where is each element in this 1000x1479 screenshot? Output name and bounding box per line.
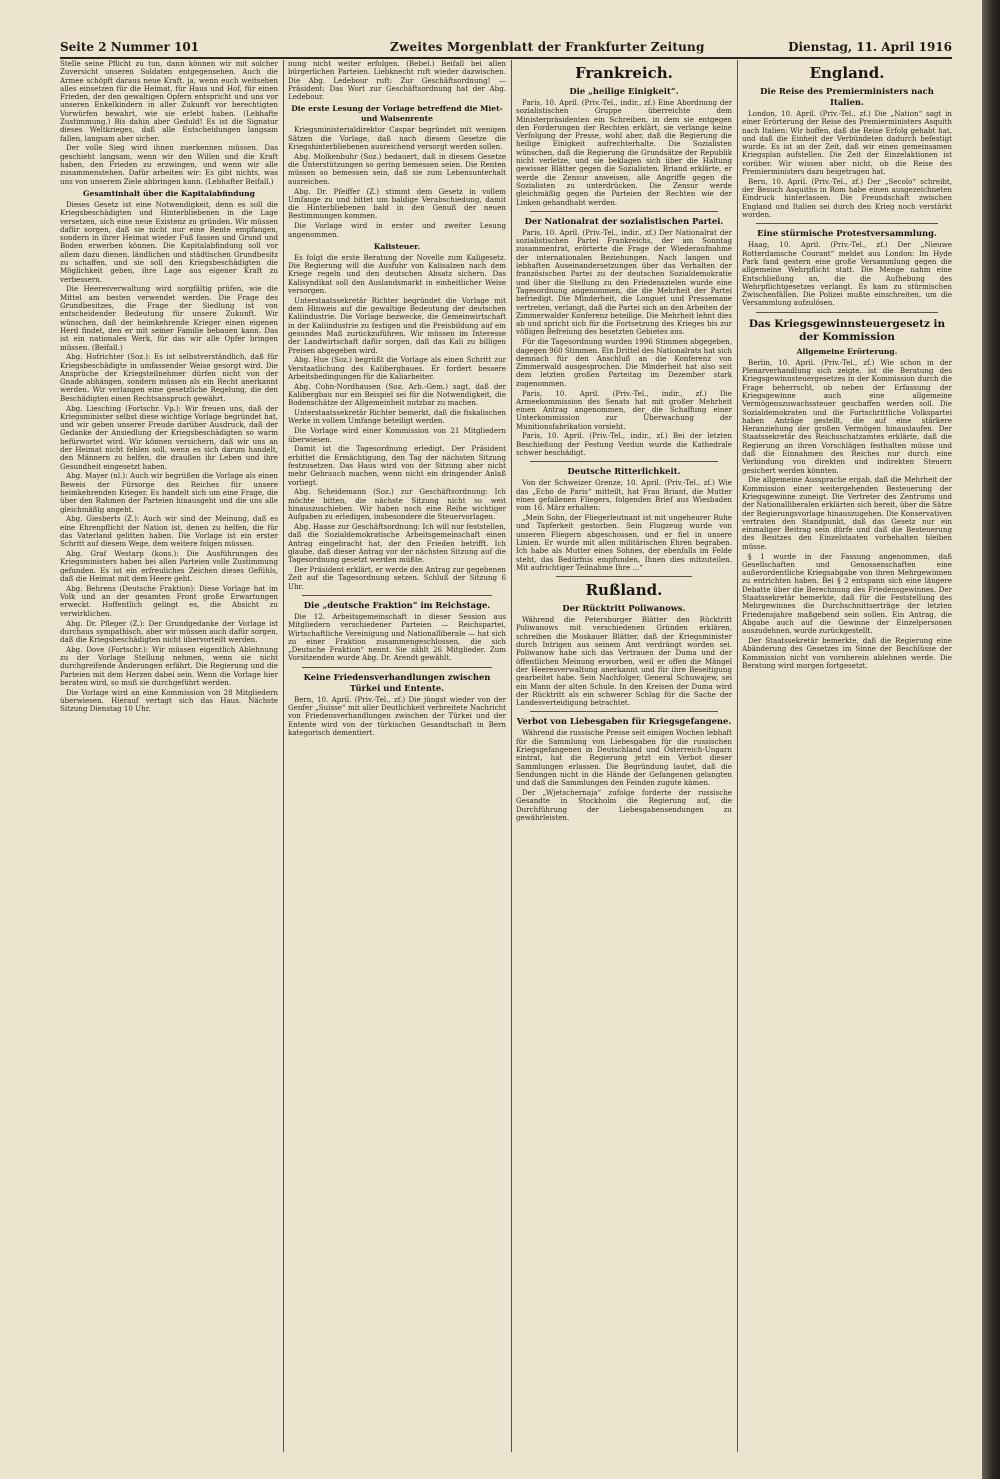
article-separator xyxy=(530,211,718,212)
article-text: Es folgt die erste Beratung der Novelle zum Kaligesetz. Die Regierung will die Ausfuhr von Kalisalzen nach dem Kriege regeln und den deutschen Absatz sichern. Das Kalisyndikat soll den Auslandsmarkt in einheitlicher Weise versorgen. xyxy=(288,252,506,296)
article-text: Für die Tagesordnung wurden 1996 Stimmen abgegeben, dagegen 960 Stimmen. Ein Drittel des Nationalrats hat sich demnach für den Anschluß an die Konferenz von Zimmerwald ausgesprochen. Die Minderheit hat also seit dem letzten großen Parteitag im Dezember stark zugenommen. xyxy=(516,337,732,388)
article-text: Paris, 10. April. (Priv.-Tel., indir., zf.) Eine Abordnung der sozialistischen Gruppe überreichte dem Ministerpräsidenten ein Schreiben, in dem sie entgegen den Forderungen der Rechten erklärt, sie verlange keine Verfolgung der Presse, wohl aber, daß die Regierung die heilige Einigkeit aufrechterhalte. Die Sozialisten wünschen, daß die Regierung die Grundsätze der Republik nicht verletze, und sie beklagen sich über die Haltung gewisser Blätter gegen die Sozialisten. Briand erklärte, er werde die Zensur anweisen, alle Angriffe gegen die Sozialisten zu unterdrücken. Die Zensur werde gleichmäßig gegen die Parteien der Rechten wie der Linken gehandhabt werden. xyxy=(516,98,732,207)
article-headline: Die „deutsche Fraktion“ im Reichstage. xyxy=(303,599,491,610)
article-text: Bern, 10. April. (Priv.-Tel., zf.) Der „Secolo“ schreibt, der Besuch Asquiths in Rom habe einen ausgezeichneten Eindruck hinterlassen. Die Freundschaft zwischen England und Italien sei durch den Krieg noch verstärkt worden. xyxy=(742,176,952,220)
article-headline: Verbot von Liebesgaben für Kriegsgefangene. xyxy=(516,716,732,727)
article-text: Paris, 10. April. (Priv.-Tel., indir., zf.) Die Armeekommission des Senats hat mit großer Mehrheit einen Antrag angenommen, der die Schaffung einer Unterkommission zur Überwachung der Munitionsfabrikation vorsieht. xyxy=(516,388,732,431)
article-text: Abg. Liesching (Fortschr. Vp.): Wir freuen uns, daß der Kriegsminister selbst diese wichtige Vorlage begründet hat, und wir geben unserer Freude darüber Ausdruck, daß der Gedanke der Ansiedlung der Kriegsbeschädigten so warm befürwortet wird. Wir können versichern, daß wir uns an der Heimat nicht fehlen soll, wenn es sich darum handelt, den Männern zu helfen, die draußen ihr Leben und ihre Gesundheit eingesetzt haben. xyxy=(60,403,278,471)
article-text: Abg. Graf Westarp (kons.): Die Ausführungen des Kriegsministers haben bei allen Parteien volle Zustimmung gefunden. Es ist ein erfreuliches Zeichen dieses Gefühls, daß die Heimat mit dem Heere geht. xyxy=(60,549,278,584)
article-text: Die Vorlage wird in erster und zweiter Lesung angenommen. xyxy=(288,221,506,239)
article-text: nung nicht weiter erfolgen. (Bebel.) Beifall bei allen bürgerlichen Parteien. Liebknecht ruft wieder dazwischen. Die Abg. Ledebour ruft: Zur Geschäftsordnung! — Präsident: Das Wort zur Geschäftsordnung hat der Abg. Ledebour. xyxy=(288,60,506,102)
article-text: Haag, 10. April. (Priv.-Tel., zf.) Der „Nieuwe Rotterdamsche Courant“ meldet aus London: Im Hyde Park fand gestern eine große Versammlung gegen die allgemeine Wehrpflicht statt. Die Menge nahm eine Entschließung an, die die Aufhebung des Wehrpflichtgesetzes verlangt. Es kam zu stürmischen Zwischenfällen. Die Polizei mußte einschreiten, um die Versammlung aufzulösen. xyxy=(742,240,952,308)
article-text: Die Heeresverwaltung wird sorgfältig prüfen, wie die Mittel am besten verwendet werden. Die Frage des Grundbesitzes, die Frage der Siedlung ist von entscheidender Bedeutung für unsere Zukunft. Wir wünschen, daß der heimkehrende Krieger einen eigenen Herd findet, den er mit seiner Familie bebauen kann. Das ist ein nationales Werk, für das wir alle Opfer bringen müssen. (Beifall.) xyxy=(60,284,278,352)
issue-date: Dienstag, 11. April 1916 xyxy=(788,40,952,54)
article-separator xyxy=(530,461,718,462)
article-subheadline: Allgemeine Erörterung. xyxy=(796,346,898,356)
column-divider xyxy=(737,60,738,1452)
article-text: Abg. Scheidemann (Soz.) zur Geschäftsordnung: Ich möchte bitten, die nächste Sitzung nicht so weit hinauszuschieben. Wir haben noch eine Reihe wichtiger Aufgaben zu erledigen, insbesondere die Steuervorlagen. xyxy=(288,487,506,522)
article-text: Kriegsministerialdirektor Caspar begründet mit wenigen Sätzen die Vorlage, daß nach diesem Gesetze die Kriegshinterbliebenen ausreichend versorgt werden sollen. xyxy=(288,125,506,152)
article-headline: Das Kriegsgewinnsteuergesetz in der Kommission xyxy=(748,317,946,343)
article-separator xyxy=(302,667,492,668)
article-text: Abg. Haase zur Geschäftsordnung: Ich will nur feststellen, daß die Sozialdemokratische Arbeitsgemeinschaft einen Antrag eingebracht hat, der den Frieden betrifft. Ich glaube, daß dieser Antrag vor der nächsten Sitzung auf die Tagesordnung gesetzt werden müßte. xyxy=(288,522,506,565)
article-text: Abg. Molkenbuhr (Soz.) bedauert, daß in diesem Gesetze die Unterstützungen so gering bemessen seien. Die Renten müssen so bemessen sein, daß sie zum Lebensunterhalt ausreichen. xyxy=(288,151,506,186)
article-text: Der Staatssekretär bemerkte, daß die Regierung eine Abänderung des Gesetzes im Sinne der Beschlüsse der Kommission nicht von vornherein ablehnen werde. Die Beratung wird morgen fortgesetzt. xyxy=(742,636,952,670)
article-separator xyxy=(302,595,492,596)
article-text: Der volle Sieg wird ihnen zuerkennen müssen. Das geschieht langsam, wenn wir den Willen und die Kraft haben, den Frieden zu erzwingen, und wenn wir alle zusammenstehen. Dafür arbeiten wir: Es gibt nichts, was uns von unserem Ziele abbringen kann. (Lebhafter Beifall.) xyxy=(60,143,278,186)
article-text: Abg. Giesberts (Z.): Auch wir sind der Meinung, daß es eine Ehrenpflicht der Nation ist, denen zu helfen, die für das Vaterland gelitten haben. Die Vorlage ist ein erster Schritt auf diesem Wege, dem weitere folgen müssen. xyxy=(60,514,278,549)
article-headline: Deutsche Ritterlichkeit. xyxy=(567,466,681,477)
article-text: Die allgemeine Aussprache ergab, daß die Mehrheit der Kommission einer weitergehenden Besteuerung der Kriegsgewinne zuneigt. Die Vertreter des Zentrums und der Nationalliberalen erklärten sich bereit, über die Sätze der Regierungsvorlage hinauszugehen. Die Konservativen vertraten den Standpunkt, daß das Gesetz nur ein einmaliger Beitrag sein dürfe und daß die Besteuerung des Besitzes den Einzelstaaten vorbehalten bleiben müsse. xyxy=(742,475,952,551)
section-heading: Kalisteuer. xyxy=(373,241,421,251)
article-text: Unterstaatssekretär Richter begründet die Vorlage mit dem Hinweis auf die gewaltige Bedeutung der deutschen Kaliindustrie. Die Vorlage bezwecke, die Gemeinwirtschaft in der Kaliindustrie zu festigen und die Preisbildung auf ein gesundes Maß zurückzuführen. Wir müssen im Interesse der Landwirtschaft dafür sorgen, daß das Kali zu billigen Preisen abgegeben wird. xyxy=(288,295,506,355)
article-text: Abg. Mayer (nl.): Auch wir begrüßen die Vorlage als einen Beweis der Fürsorge des Reiches für unsere heimkehrenden Krieger. Es handelt sich um eine Frage, die über den Rahmen der Parteien hinausgeht und die uns alle gleichmäßig angeht. xyxy=(60,471,278,514)
article-text: Von der Schweizer Grenze, 10. April. (Priv.-Tel., zf.) Wie das „Echo de Paris“ mitteilt, hat Frau Briant, die Mutter eines gefallenen Fliegers, folgenden Brief aus Wiesbaden vom 16. März erhalten: xyxy=(516,478,732,513)
article-text: Paris, 10. April. (Priv.-Tel., indir., zf.) Bei der letzten Beschießung der Festung Verdun wurde die Kathedrale schwer beschädigt. xyxy=(516,431,732,458)
article-text: Die Vorlage wird einer Kommission von 21 Mitgliedern überwiesen. xyxy=(288,426,506,444)
column-divider xyxy=(511,60,512,1452)
article-text: „Mein Sohn, der Fliegerleutnant ist mit ungeheurer Ruhe und Tapferkeit gestorben. Sein Flugzeug wurde von unseren Fliegern abgeschossen, und er fiel in unsere Linien. Er wurde mit allen militärischen Ehren begraben. Ich habe als Mutter eines Sohnes, der ebenfalls im Felde steht, das Bedürfnis empfunden, Ihnen dies mitzuteilen. Mit aufrichtiger Teilnahme Ihre ...“ xyxy=(516,513,732,572)
section-title-england: England. xyxy=(809,64,885,82)
page-number: Seite 2 Nummer 101 xyxy=(60,40,200,54)
article-text: Der „Wjetschernaja“ zufolge forderte der russische Gesandte in Stockholm die Regierung auf, die Durchführung der Liebesgabensendungen zu gewährleisten. xyxy=(516,787,732,822)
page-header xyxy=(60,40,952,58)
column-3 xyxy=(516,60,732,1450)
article-headline: Der Nationalrat der sozialistischen Partei. xyxy=(524,215,724,226)
article-headline: Die Reise des Premierministers nach Italien. xyxy=(760,86,934,107)
article-text: Paris, 10. April. (Priv.-Tel., indir., zf.) Der Nationalrat der sozialistischen Partei Frankreichs, der am Sonntag zusammentrat, erörterte die Frage der Wiederaufnahme der internationalen Beziehungen. Nach langen und lebhaften Auseinandersetzungen über das Verhalten der französischen Partei zu der deutschen Sozialdemokratie und über die Stellung zu den Friedenszielen wurde eine Tagesordnung angenommen, die die Mehrheit der Partei befriedigt. Die Minderheit, die Longuet und Pressemane vertreten, verlangt, daß die Partei sich an den Arbeiten der Zimmerwalder Konferenz beteilige. Die Mehrheit lehnt dies ab und spricht sich für die Fortsetzung des Krieges bis zur völligen Befreiung des besetzten Gebietes aus. xyxy=(516,227,732,337)
column-divider xyxy=(283,60,284,1452)
article-text: Die Vorlage wird an eine Kommission von 28 Mitgliedern überwiesen. Hierauf vertagt sich das Haus. Nächste Sitzung Dienstag 10 Uhr. xyxy=(60,687,278,714)
article-text: Stelle seine Pflicht zu tun, dann können wir mit solcher Zuversicht unseren Soldaten entgegensehen. Auch die Armee schöpft daraus neue Kraft. ja, wenn euch weitsehen alles einsetzen für die Heimat, für Haus und Hof, für einen Frieden, der den gewaltigen Opfern entspricht und uns vor unseren Enkelkindern in aller Zukunft vor berechtigten Vorwürfen bewahrt, wie sie erlebt haben. (Lebhafte Zustimmung.) Bis dahin aber Geduld! Es ist die Signatur dieses Weltkrieges, daß alle Entscheidungen langsam fallen, langsam aber sicher. xyxy=(60,60,278,143)
article-text: Abg. Hofrichter (Soz.): Es ist selbstverständlich, daß für Kriegsbeschädigte in umfassender Weise gesorgt wird. Die Ansprüche der Kriegsteilnehmer dürfen nicht von der Gnade abhängen, sondern müssen als ein Recht anerkannt werden. Wir verlangen eine gesetzliche Regelung, die den Beschädigten einen Rechtsanspruch gewährt. xyxy=(60,352,278,403)
article-text: Berlin, 10. April. (Priv.-Tel., zf.) Wie schon in der Plenarverhandlung sich zeigte, ist die Beratung des Kriegsgewinnsteuergesetzes in der Kommission durch die Frage beherrscht, ob neben der Erfassung der Kriegsgewinne auch eine allgemeine Vermögenszuwachssteuer geschaffen werden soll. Die Sozialdemokraten und die Fortschrittliche Volkspartei haben Anträge gestellt, die auf eine stärkere Heranziehung der großen Vermögen hinauslaufen. Der Staatssekretär des Reichsschatzamtes erklärte, daß die Regierung an ihren Vorschlägen festhalten müsse und daß die Einnahmen des Reiches nur durch eine Verbindung von direkten und indirekten Steuern gesichert werden könnten. xyxy=(742,357,952,475)
article-text: Die 12. Arbeitsgemeinschaft in dieser Session aus Mitgliedern verschiedener Parteien — Reichspartei, Wirtschaftliche Vereinigung und Nationalliberale — hat sich zu einer Fraktion zusammengeschlossen, die sich „Deutsche Fraktion“ nennt. Sie zählt 26 Mitglieder. Zum Vorsitzenden wurde Abg. Dr. Arendt gewählt. xyxy=(288,611,506,663)
article-text: Dieses Gesetz ist eine Notwendigkeit, denn es soll die Kriegsbeschädigten und Hinterbliebenen in die Lage versetzen, sich eine neue Existenz zu gründen. Wir müssen dafür sorgen, daß sie nicht nur eine Rente empfangen, sondern in ihrer Heimat wieder Fuß fassen und Grund und Boden erwerben können. Die Kapitalabfindung soll vor allem dazu dienen, ländlichen und städtischen Grundbesitz zu schaffen, und sie soll den Kriegsbeschädigten die Möglichkeit geben, ihre Lage aus eigener Kraft zu verbessern. xyxy=(60,199,278,284)
article-headline: Die „heilige Einigkeit“. xyxy=(569,86,679,96)
column-4 xyxy=(742,60,952,1450)
page-binding-edge xyxy=(982,0,1000,1479)
article-text: Abg. Behrens (Deutsche Fraktion): Diese Vorlage hat im Volk und an der gesamten Front große Erwartungen erweckt. Hoffentlich gelingt es, die Absicht zu verwirklichen. xyxy=(60,583,278,618)
section-title-russia: Rußland. xyxy=(585,581,663,600)
article-text: Abg. Dove (Fortschr.): Wir müssen eigentlich Ablehnung zu der Vorlage Stellung nehmen, wenn sie nicht durchgreifende Änderungen erfährt. Die Regierung und die Parteien mit dem Herzen dabei sein. Wenn die Vorlage hier beraten wird, so muß sie durchgeführt werden. xyxy=(60,644,278,688)
article-text: Während die Petersburger Blätter den Rücktritt Poliwanows mit verschiedenen Gründen erklären, schreiben die Moskauer Blätter, daß der Kriegsminister durch Intrigen aus seinem Amt verdrängt worden sei. Poliwanow habe sich das Vertrauen der Duma und der öffentlichen Meinung erworben, weil er offen die Mängel der Heeresverwaltung anerkannt und für ihre Beseitigung gearbeitet habe. Sein Nachfolger, General Schuwajew, sei ein Mann der alten Schule. In den Kreisen der Duma wird der Rücktritt als ein schwerer Schlag für die Sache der Landesverteidigung betrachtet. xyxy=(516,615,732,708)
article-headline: Der Rücktritt Poliwanows. xyxy=(562,603,686,614)
article-text: Abg. Dr. Pfleger (Z.): Der Grundgedanke der Vorlage ist durchaus sympathisch, aber wir müssen auch dafür sorgen, daß die Kriegsbeschädigten nicht übervorteilt werden. xyxy=(60,618,278,645)
article-text: Der Präsident erklärt, er werde den Antrag zur gegebenen Zeit auf die Tagesordnung setzen. Schluß der Sitzung 6 Uhr. xyxy=(288,565,506,591)
article-headline: Keine Friedensverhandlungen zwischen Türkei und Entente. xyxy=(303,671,491,693)
article-separator xyxy=(756,223,938,224)
column-1 xyxy=(60,60,278,1450)
article-text: Abg. Cohn-Nordhausen (Soz. Arb.-Gem.) sagt, daß der Kalibergbau nur ein Beispiel sei für die Notwendigkeit, die Bodenschätze der Allgemeinheit nutzbar zu machen. xyxy=(288,381,506,408)
section-heading: Die erste Lesung der Vorlage betreffend die Miet- und Waisenrente xyxy=(291,104,503,124)
section-title-france: Frankreich. xyxy=(575,64,673,82)
article-separator xyxy=(530,711,718,712)
article-text: § 1 wurde in der Fassung angenommen, daß Gesellschaften und Genossenschaften eine außerordentliche Kriegsabgabe von ihren Mehrgewinnen zu entrichten haben. Bei § 2 entspann sich eine längere Debatte über die Berechnung des Friedensgewinnes. Der Staatssekretär bemerkte, daß für die Feststellung des Mehrgewinnes die Durchschnittserträge der letzten Friedensjahre maßgebend sein sollen. Ein Antrag, die Abgabe auch auf die Gewinne der Einzelpersonen auszudehnen, wurde zurückgestellt. xyxy=(742,551,952,636)
article-text: Damit ist die Tagesordnung erledigt. Der Präsident erbittet die Ermächtigung, den Tag der nächsten Sitzung festzusetzen. Das Haus wird von der Sitzung aber nicht mehr Gebrauch machen, wenn nicht ein dringender Anlaß vorliegt. xyxy=(288,444,506,487)
article-text: Bern, 10. April. (Priv.-Tel., zf.) Die jüngst wieder von der Genfer „Suisse“ mit aller Deutlichkeit verbreitete Nachricht von Friedensverhandlungen zwischen der Türkei und der Entente wird von der türkischen Gesandtschaft in Bern kategorisch dementiert. xyxy=(288,694,506,737)
section-heading: Gesamtinhalt über die Kapitalabfindung xyxy=(83,188,255,198)
article-headline: Eine stürmische Protestversammlung. xyxy=(757,228,937,239)
header-rule xyxy=(60,57,952,59)
article-separator xyxy=(556,576,692,577)
article-text: Unterstaatssekretär Richter bemerkt, daß die fiskalischen Werke in vollem Umfange beteiligt werden. xyxy=(288,408,506,426)
article-text: Abg. Dr. Pfeiffer (Z.) stimmt dem Gesetz in vollem Umfange zu und bittet um baldige Verabschiedung, damit die Hinterbliebenen bald in den Genuß der neuen Bestimmungen kommen. xyxy=(288,186,506,221)
article-text: London, 10. April. (Priv.-Tel., zf.) Die „Nation“ sagt in einer Erörterung der Reise des Premierministers Asquith nach Italien: Wir hoffen, daß die Reise Erfolg gehabt hat, und daß die Einheit der Verbündeten dadurch befestigt wurde. Es ist an der Zeit, daß wir einen gemeinsamen Kriegsplan aufstellen. Die Zeit der Einzelaktionen ist vorüber. Wir wissen aber nicht, ob die Reise des Premierministers dazu beigetragen hat. xyxy=(742,109,952,177)
column-2 xyxy=(288,60,506,1450)
newspaper-title: Zweites Morgenblatt der Frankfurter Zeitung xyxy=(390,40,705,54)
article-text: Während die russische Presse seit einigen Wochen lebhaft für die Sammlung von Liebesgaben für die russischen Kriegsgefangenen in Deutschland und Österreich-Ungarn eintrat, hat die Regierung jetzt ein Verbot dieser Sammlungen erlassen. Die Begründung lautet, daß die Sendungen nicht in die Hände der Gefangenen gelangten und daß die Sammlungen den Feinden zugute kämen. xyxy=(516,728,732,788)
article-separator xyxy=(756,312,938,313)
article-text: Abg. Hue (Soz.) begrüßt die Vorlage als einen Schritt zur Verstaatlichung des Kalibergbaues. Er fordert bessere Arbeitsbedingungen für die Kaliarbeiter. xyxy=(288,355,506,381)
